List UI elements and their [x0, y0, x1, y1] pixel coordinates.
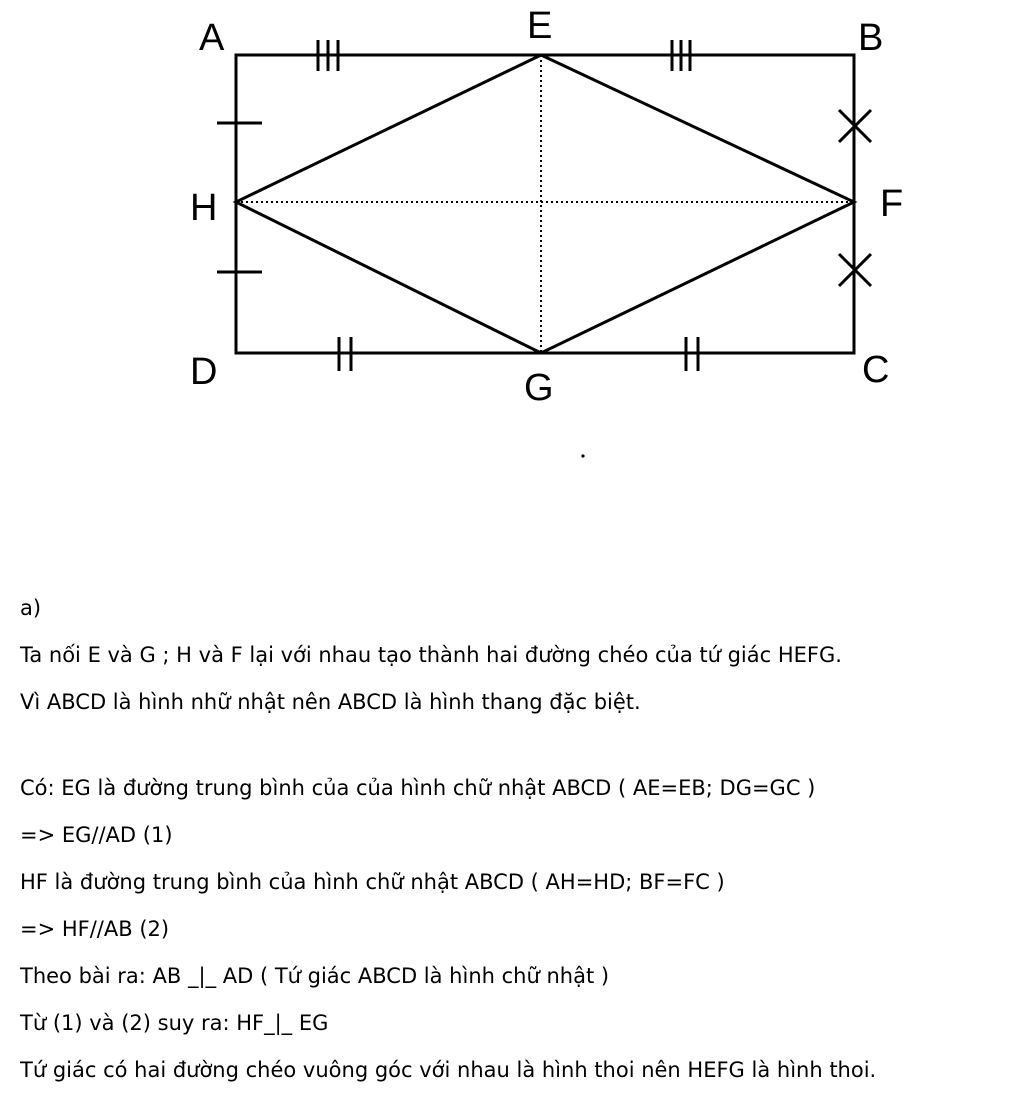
- solution-line: Tứ giác có hai đường chéo vuông góc với nhau là hình thoi nên HEFG là hình thoi.: [20, 1058, 877, 1082]
- tick-marks-ah-hd: [217, 123, 262, 272]
- label-g: G: [524, 367, 554, 409]
- solution-line: Từ (1) và (2) suy ra: HF_|_ EG: [20, 1011, 329, 1035]
- solution-text: [20, 596, 1020, 1105]
- solution-line: Vì ABCD là hình nhữ nhật nên ABCD là hình thang đặc biệt.: [20, 690, 641, 714]
- label-e: E: [527, 5, 553, 47]
- rhombus-hefg: [236, 55, 854, 353]
- label-b: B: [858, 17, 884, 59]
- geometry-figure: [0, 0, 1024, 470]
- solution-line: Có: EG là đường trung bình của của hình chữ nhật ABCD ( AE=EB; DG=GC ): [20, 776, 816, 800]
- label-h: H: [190, 187, 218, 229]
- label-f: F: [880, 183, 904, 225]
- rectangle-abcd: [236, 55, 854, 353]
- stray-dot: [581, 454, 584, 457]
- label-d: D: [190, 351, 218, 393]
- label-c: C: [862, 349, 890, 391]
- solution-line: HF là đường trung bình của hình chữ nhật ABCD ( AH=HD; BF=FC ): [20, 870, 725, 894]
- solution-line: => EG//AD (1): [20, 823, 173, 847]
- solution-line: Ta nối E và G ; H và F lại với nhau tạo thành hai đường chéo của tứ giác HEFG.: [20, 643, 842, 667]
- label-a: A: [199, 17, 225, 59]
- solution-line: Theo bài ra: AB _|_ AD ( Tứ giác ABCD là hình chữ nhật ): [20, 964, 610, 988]
- part-label: a): [20, 596, 42, 620]
- solution-line: => HF//AB (2): [20, 917, 170, 941]
